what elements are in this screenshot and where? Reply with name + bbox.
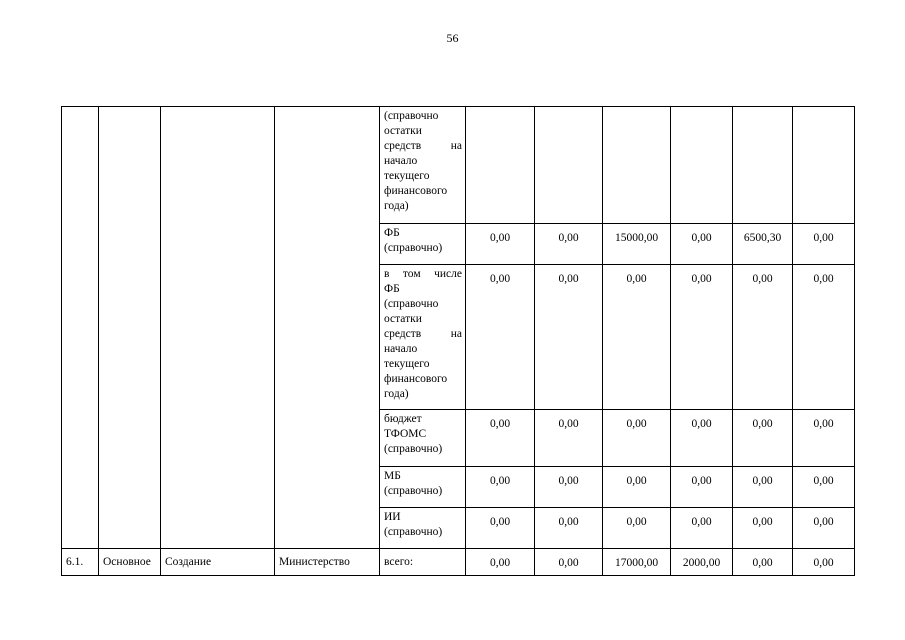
- value-cell: 0,00: [466, 410, 535, 467]
- value-cell: 2000,00: [671, 549, 733, 576]
- value-cell: 0,00: [466, 224, 535, 265]
- value-cell: 0,00: [535, 508, 603, 549]
- source-line: ИИ: [384, 511, 401, 523]
- value-cell: 0,00: [466, 508, 535, 549]
- value-cell: 0,00: [793, 508, 855, 549]
- value-cell: 0,00: [671, 467, 733, 508]
- funding-source-cell: [380, 265, 466, 410]
- value-cell: 0,00: [793, 224, 855, 265]
- source-line: года): [384, 388, 409, 400]
- value-cell: 0,00: [671, 508, 733, 549]
- value-cell: [671, 107, 733, 224]
- value-cell: 0,00: [603, 265, 671, 410]
- value-cell: 0,00: [671, 224, 733, 265]
- source-line: ФБ: [384, 227, 400, 239]
- executor-cell: Министерство: [275, 549, 380, 576]
- source-line: начало: [384, 155, 418, 167]
- value-cell: 0,00: [603, 508, 671, 549]
- value-cell: 0,00: [535, 549, 603, 576]
- source-line: начало: [384, 343, 418, 355]
- value-cell: 0,00: [793, 410, 855, 467]
- funding-source-cell: [380, 107, 466, 224]
- value-cell: 0,00: [535, 224, 603, 265]
- source-line: остатки: [384, 313, 422, 325]
- value-cell: 0,00: [733, 549, 793, 576]
- source-line: года): [384, 200, 409, 212]
- row-number-cell: 6.1.: [62, 549, 99, 576]
- value-cell: 0,00: [535, 410, 603, 467]
- source-line: (справочно: [384, 298, 439, 310]
- value-cell: 0,00: [466, 549, 535, 576]
- funding-source-cell: [380, 508, 466, 549]
- value-cell: 0,00: [466, 467, 535, 508]
- source-line: текущего: [384, 170, 430, 182]
- source-line: МБ: [384, 470, 401, 482]
- value-cell: 0,00: [793, 265, 855, 410]
- value-cell: [793, 107, 855, 224]
- value-cell: 0,00: [793, 467, 855, 508]
- source-line: текущего: [384, 358, 430, 370]
- source-line: (справочно): [384, 443, 443, 455]
- funding-source-cell: [380, 224, 466, 265]
- source-line: в том числе: [384, 268, 462, 280]
- source-line: ТФОМС: [384, 428, 427, 440]
- source-line: (справочно: [384, 110, 439, 122]
- empty-cell-name: [161, 107, 275, 549]
- value-cell: 17000,00: [603, 549, 671, 576]
- value-cell: [466, 107, 535, 224]
- value-cell: 6500,30: [733, 224, 793, 265]
- table-row: [62, 107, 855, 224]
- value-cell: 0,00: [733, 410, 793, 467]
- value-cell: 0,00: [535, 265, 603, 410]
- value-cell: 0,00: [603, 467, 671, 508]
- value-cell: [603, 107, 671, 224]
- value-cell: 0,00: [733, 265, 793, 410]
- event-type-cell: Основное: [99, 549, 161, 576]
- empty-cell-number: [62, 107, 99, 549]
- empty-cell-type: [99, 107, 161, 549]
- funding-source-cell: всего:: [380, 549, 466, 576]
- source-line: (справочно): [384, 485, 443, 497]
- table-row-6-1: [62, 549, 855, 576]
- value-cell: 0,00: [603, 410, 671, 467]
- empty-cell-executor: [275, 107, 380, 549]
- budget-table: [61, 106, 855, 576]
- source-line: финансового: [384, 373, 448, 385]
- source-line: (справочно): [384, 526, 443, 538]
- value-cell: 0,00: [671, 410, 733, 467]
- value-cell: [733, 107, 793, 224]
- value-cell: [535, 107, 603, 224]
- source-line: ФБ: [384, 283, 400, 295]
- source-line: остатки: [384, 125, 422, 137]
- source-line: средств на: [384, 328, 462, 340]
- funding-source-cell: [380, 467, 466, 508]
- page-number: 56: [446, 31, 459, 45]
- source-line: финансового: [384, 185, 448, 197]
- value-cell: 0,00: [466, 265, 535, 410]
- value-cell: 0,00: [535, 467, 603, 508]
- source-line: бюджет: [384, 413, 422, 425]
- value-cell: 0,00: [733, 508, 793, 549]
- value-cell: 0,00: [733, 467, 793, 508]
- source-line: (справочно): [384, 242, 443, 254]
- funding-source-cell: [380, 410, 466, 467]
- value-cell: 0,00: [671, 265, 733, 410]
- source-line: средств на: [384, 140, 462, 152]
- value-cell: 0,00: [793, 549, 855, 576]
- event-name-cell: Создание: [161, 549, 275, 576]
- value-cell: 15000,00: [603, 224, 671, 265]
